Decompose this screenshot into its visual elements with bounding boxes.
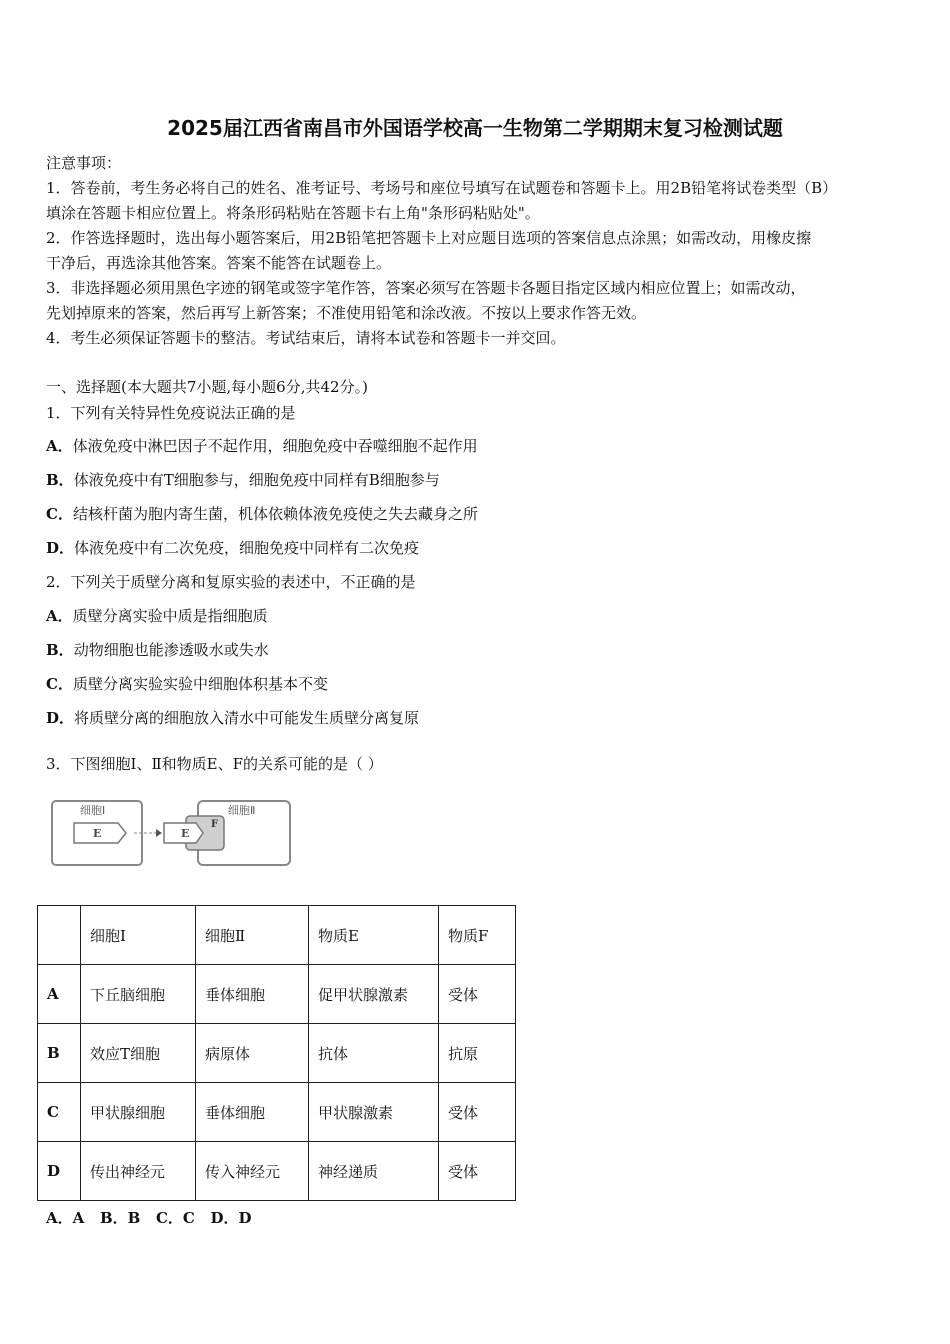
option-text: 质壁分离实验实验中细胞体积基本不变 <box>72 675 328 693</box>
table-cell: 受体 <box>439 965 516 1024</box>
table-cell: 病原体 <box>196 1024 309 1083</box>
substance-e-label-2: E <box>181 827 190 840</box>
option-letter: D． <box>46 709 75 727</box>
question-3-table <box>37 905 516 1201</box>
option-text: 质壁分离实验中质是指细胞质 <box>72 607 268 625</box>
table-header-cell: 物质F <box>439 906 516 965</box>
table-cell: 促甲状腺激素 <box>309 965 439 1024</box>
receptor-f-label: F <box>211 819 219 830</box>
question-2-option-b <box>46 640 269 660</box>
question-1-stem: 1．下列有关特异性免疫说法正确的是 <box>46 404 296 422</box>
option-letter: D． <box>46 539 75 557</box>
notice-line: 干净后，再选涂其他答案。答案不能答在试题卷上。 <box>46 254 392 272</box>
option-letter: B． <box>46 641 74 659</box>
table-cell: 抗原 <box>439 1024 516 1083</box>
notice-line: 4．考生必须保证答题卡的整洁。考试结束后，请将本试卷和答题卡一并交回。 <box>46 329 566 347</box>
table-row-label: B <box>38 1024 81 1083</box>
option-letter: A． <box>46 437 73 455</box>
table-row <box>38 1083 516 1142</box>
question-2-stem: 2．下列关于质壁分离和复原实验的表述中，不正确的是 <box>46 573 416 591</box>
table-row <box>38 1142 516 1201</box>
question-1-option-b <box>46 470 440 490</box>
table-cell: 垂体细胞 <box>196 1083 309 1142</box>
table-cell <box>38 906 81 965</box>
table-cell: 传入神经元 <box>196 1142 309 1201</box>
notice-line: 3．非选择题必须用黑色字迹的钢笔或签字笔作答，答案必须写在答题卡各题目指定区域内相应位置上；如需改动， <box>46 279 806 297</box>
cell-1-label: 细胞Ⅰ <box>80 804 106 817</box>
arrow-head <box>156 829 162 837</box>
question-2-option-a <box>46 606 268 626</box>
table-header-cell: 细胞Ⅱ <box>196 906 309 965</box>
cell-relationship-diagram <box>46 793 296 873</box>
notice-line: 2．作答选择题时，选出每小题答案后，用2B铅笔把答题卡上对应题目选项的答案信息点涂黑；如需改动，用橡皮擦 <box>46 229 812 247</box>
option-text: 体液免疫中淋巴因子不起作用，细胞免疫中吞噬细胞不起作用 <box>72 437 478 455</box>
question-3-choices: A．A B．B C．C D．D <box>46 1209 252 1227</box>
table-cell: 垂体细胞 <box>196 965 309 1024</box>
table-header-cell: 物质E <box>309 906 439 965</box>
table-cell: 抗体 <box>309 1024 439 1083</box>
table-row <box>38 965 516 1024</box>
question-2-option-d <box>46 708 419 728</box>
table-cell: 神经递质 <box>309 1142 439 1201</box>
notice-line: 先划掉原来的答案，然后再写上新答案；不准使用铅笔和涂改液。不按以上要求作答无效。 <box>46 304 647 322</box>
question-3-stem: 3．下图细胞Ⅰ、Ⅱ和物质E、F的关系可能的是（ ） <box>46 755 383 773</box>
page-title: 2025届江西省南昌市外国语学校高一生物第二学期期末复习检测试题 <box>167 116 783 140</box>
table-row-label: D <box>38 1142 81 1201</box>
option-text: 结核杆菌为胞内寄生菌，机体依赖体液免疫使之失去藏身之所 <box>72 505 478 523</box>
table-header-row <box>38 906 516 965</box>
notice-heading: 注意事项： <box>46 154 122 172</box>
question-1-option-d <box>46 538 419 558</box>
notice-line: 1．答卷前，考生务必将自己的姓名、准考证号、考场号和座位号填写在试题卷和答题卡上。用2B铅笔将试卷类型（B） <box>46 179 838 197</box>
option-letter: B． <box>46 471 74 489</box>
option-letter: A． <box>46 607 73 625</box>
question-1-option-a <box>46 436 478 456</box>
option-text: 体液免疫中有二次免疫，细胞免疫中同样有二次免疫 <box>74 539 420 557</box>
question-1-option-c <box>46 504 478 524</box>
table-header-cell: 细胞Ⅰ <box>81 906 196 965</box>
table-cell: 受体 <box>439 1083 516 1142</box>
option-text: 将质壁分离的细胞放入清水中可能发生质壁分离复原 <box>74 709 420 727</box>
table-row-label: A <box>38 965 81 1024</box>
table-row-label: C <box>38 1083 81 1142</box>
substance-e-label-1: E <box>93 827 102 840</box>
section-heading: 一、选择题(本大题共7小题,每小题6分,共42分。) <box>46 378 368 396</box>
table-cell: 受体 <box>439 1142 516 1201</box>
table-row <box>38 1024 516 1083</box>
table-cell: 甲状腺激素 <box>309 1083 439 1142</box>
table-cell: 甲状腺细胞 <box>81 1083 196 1142</box>
option-letter: C． <box>46 505 73 523</box>
table-cell: 效应T细胞 <box>81 1024 196 1083</box>
table-cell: 下丘脑细胞 <box>81 965 196 1024</box>
notice-line: 填涂在答题卡相应位置上。将条形码粘贴在答题卡右上角"条形码粘贴处"。 <box>46 204 540 222</box>
option-letter: C． <box>46 675 73 693</box>
table-cell: 传出神经元 <box>81 1142 196 1201</box>
cell-2-label: 细胞Ⅱ <box>228 804 256 817</box>
option-text: 体液免疫中有T细胞参与，细胞免疫中同样有B细胞参与 <box>73 471 440 489</box>
question-2-option-c <box>46 674 328 694</box>
option-text: 动物细胞也能渗透吸水或失水 <box>73 641 269 659</box>
